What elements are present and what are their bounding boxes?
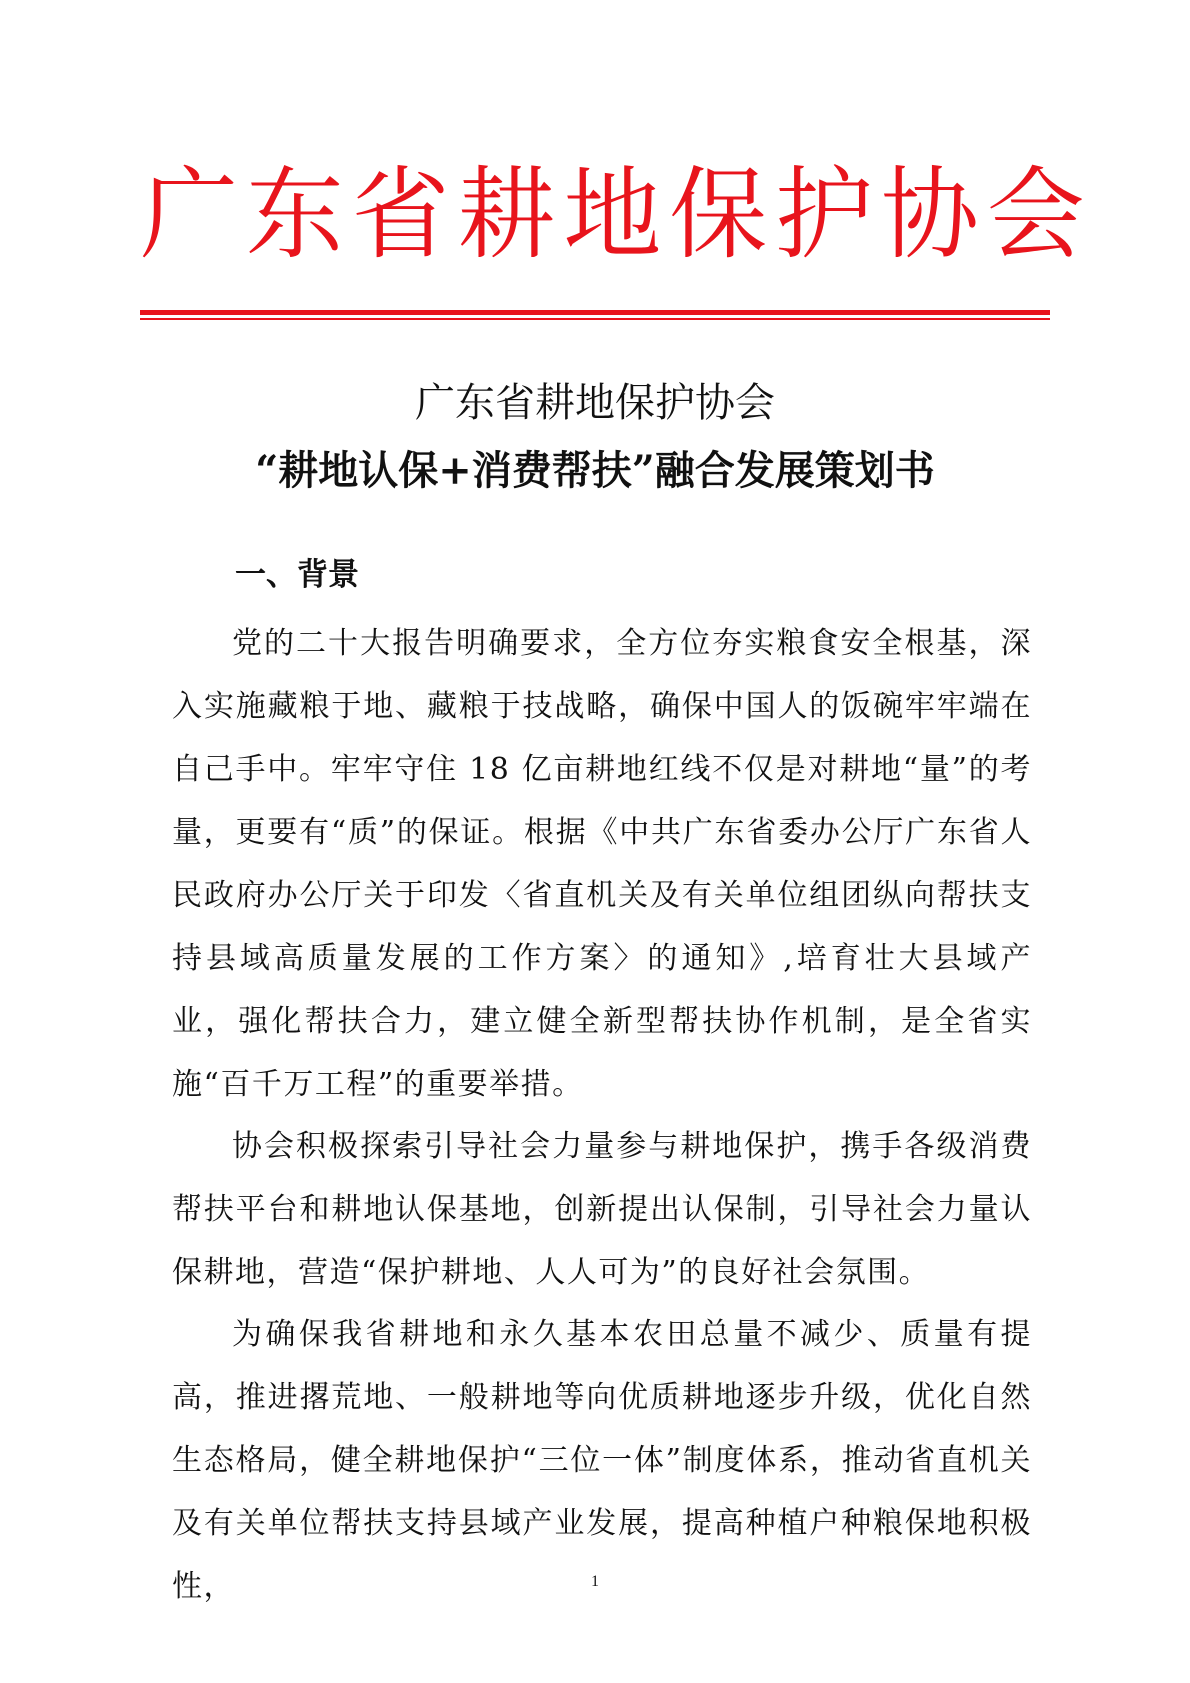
document-title-line1: 广东省耕地保护协会 xyxy=(415,380,775,426)
letterhead-rule-thin xyxy=(140,318,1050,320)
document-title-line2: “耕地认保+消费帮扶”融合发展策划书 xyxy=(255,447,935,494)
section-heading: 一、背景 xyxy=(235,557,359,593)
paragraph-association-efforts: 协会积极探索引导社会力量参与耕地保护，携手各级消费帮扶平台和耕地认保基地，创新提出认保制，引导社会力量认保耕地，营造“保护耕地、人人可为”的良好社会氛围。 xyxy=(172,1129,1032,1290)
paragraph-background: 党的二十大报告明确要求，全方位夯实粮食安全根基，深入实施藏粮于地、藏粮于技战略，确保中国人的饭碗牢牢端在自己手中。牢牢守住 18 亿亩耕地红线不仅是对耕地“量”的考量，更要有“质”的保证。根据《中共广东省委办公厅广东省人民政府办公厅关于印发〈省直机关及有关单位组团纵向帮扶支持县域高质量发展的工作方案〉的通知》,培育壮大县域产业，强化帮扶合力，建立健全新型帮扶协作机制，是全省实施“百千万工程”的重要举措。 xyxy=(172,626,1032,1102)
letterhead-rule-thick xyxy=(140,310,1050,315)
paragraph-objectives: 为确保我省耕地和永久基本农田总量不减少、质量有提高，推进撂荒地、一般耕地等向优质耕地逐步升级，优化自然生态格局，健全耕地保护“三位一体”制度体系，推动省直机关及有关单位帮扶支持县域产业发展，提高种植户种粮保地积极性， xyxy=(172,1317,1032,1604)
page-number: 1 xyxy=(591,1573,599,1590)
organization-letterhead: 广东省耕地保护协会 xyxy=(140,156,1093,273)
